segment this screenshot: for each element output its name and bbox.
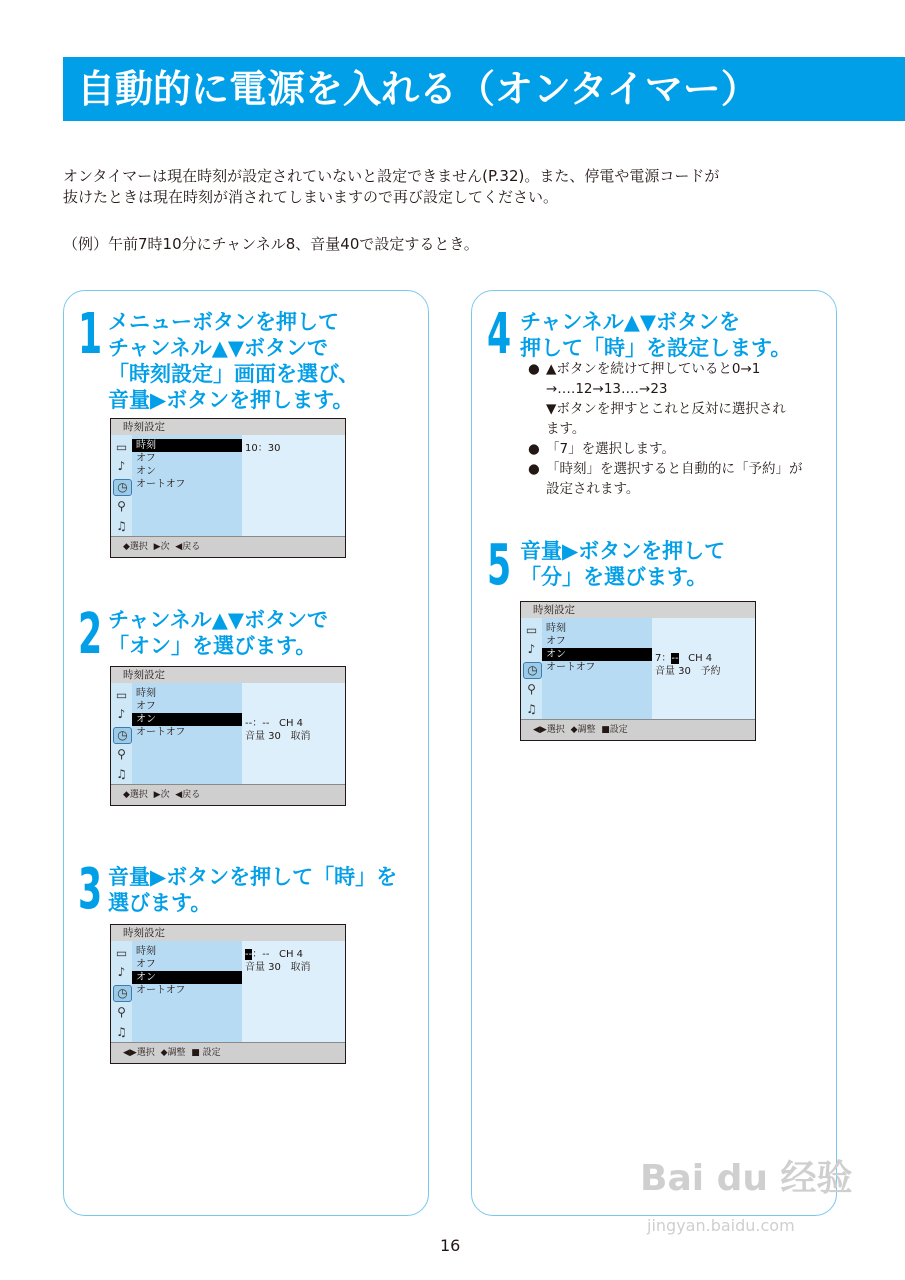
- step-number: 3: [78, 857, 103, 922]
- page-number: 16: [440, 1236, 461, 1255]
- menu-item: 時刻: [136, 688, 156, 699]
- screen-header: 時刻設定: [521, 602, 755, 619]
- step-line: チャンネル▲▼ボタンで: [108, 336, 329, 360]
- value-text: 音量 30 予約: [655, 666, 721, 677]
- baidu-watermark: Bai du 经验: [640, 1158, 853, 1199]
- menu-item: 時刻: [136, 946, 156, 957]
- value-text: 音量 30 取消: [245, 731, 311, 742]
- step-line: チャンネル▲▼ボタンを: [520, 310, 741, 334]
- tool-icon: ⚲: [117, 499, 126, 513]
- step-number: 1: [78, 302, 103, 367]
- note-line: 「7」を選択します。: [546, 441, 676, 457]
- step-line: 「分」を選びます。: [520, 565, 708, 589]
- tv-screen-4: [520, 601, 756, 741]
- note-line: ▲ボタンを続けて押していると0→1: [546, 361, 761, 377]
- sound-icon: ♫: [116, 1025, 127, 1039]
- step-line: 「オン」を選びます。: [108, 634, 317, 658]
- clock-icon: ◷: [113, 727, 132, 744]
- note-line: 設定されます。: [546, 481, 640, 497]
- menu-item: オフ: [136, 959, 156, 970]
- bullet-dot: ●: [528, 361, 540, 377]
- menu-item: 時刻: [132, 439, 242, 452]
- screen-header: 時刻設定: [111, 419, 345, 436]
- music-icon: ♪: [117, 707, 126, 721]
- screen-menu: [132, 683, 242, 787]
- screen-footer: ◆選択 ▶次 ◀戻る: [111, 536, 345, 557]
- screen-values: [242, 941, 345, 1045]
- step-line: 選びます。: [108, 891, 212, 915]
- tool-icon: ⚲: [117, 747, 126, 761]
- page-title: 自動的に電源を入れる（オンタイマー）: [63, 57, 905, 121]
- intro-text: [63, 166, 843, 208]
- clock-icon: ◷: [523, 662, 542, 679]
- screen-values: [652, 618, 755, 722]
- example-text: （例）午前7時10分にチャンネル8、音量40で設定するとき。: [63, 235, 479, 253]
- highlighted-hour: --: [245, 949, 253, 960]
- step-number: 2: [78, 602, 103, 667]
- baidu-watermark-url: jingyan.baidu.com: [647, 1216, 795, 1235]
- step-line: 音量▶ボタンを押します。: [108, 388, 354, 412]
- menu-item: オン: [132, 971, 242, 984]
- note-item: [528, 439, 828, 459]
- music-icon: ♪: [117, 459, 126, 473]
- menu-item: オン: [542, 648, 652, 661]
- step-line: メニューボタンを押して: [108, 310, 339, 334]
- tool-icon: ⚲: [117, 1005, 126, 1019]
- bullet-dot: ●: [528, 441, 540, 457]
- tv-icon: ▭: [115, 688, 128, 702]
- intro-line-1: オンタイマーは現在時刻が設定されていないと設定できません(P.32)。また、停電や電源コードが: [63, 167, 720, 185]
- value-text: 10：30: [245, 443, 281, 454]
- clock-icon: ◷: [113, 985, 132, 1002]
- menu-item: オン: [132, 713, 242, 726]
- icon-column: [111, 435, 132, 539]
- screen-menu: [132, 941, 242, 1045]
- menu-item: オートオフ: [136, 727, 186, 738]
- note-line: ▼ボタンを押すとこれと反対に選択され: [546, 401, 786, 417]
- step-number: 5: [487, 533, 512, 598]
- value-text: ：-- CH 4: [252, 949, 304, 960]
- value-text: --：-- CH 4: [245, 718, 304, 729]
- screen-menu: [542, 618, 652, 722]
- music-icon: ♪: [527, 642, 536, 656]
- screen-header: 時刻設定: [111, 667, 345, 684]
- tv-screen-1: [110, 418, 346, 558]
- screen-values: [242, 683, 345, 787]
- icon-column: [111, 941, 132, 1045]
- step-line: チャンネル▲▼ボタンで: [108, 608, 329, 632]
- screen-values: [242, 435, 345, 539]
- note-line: →‥‥12→13‥‥→23: [546, 381, 668, 397]
- menu-item: オートオフ: [546, 662, 596, 673]
- music-icon: ♪: [117, 965, 126, 979]
- tool-icon: ⚲: [527, 682, 536, 696]
- tv-icon: ▭: [115, 946, 128, 960]
- icon-column: [521, 618, 542, 722]
- icon-column: [111, 683, 132, 787]
- screen-menu: [132, 435, 242, 539]
- menu-item: 時刻: [546, 623, 566, 634]
- menu-item: オン: [136, 466, 156, 477]
- menu-item: オフ: [546, 636, 566, 647]
- sound-icon: ♫: [526, 702, 537, 716]
- tv-screen-2: [110, 666, 346, 806]
- menu-item: オフ: [136, 701, 156, 712]
- clock-icon: ◷: [113, 479, 132, 496]
- screen-footer: ◀▶選択 ◆調整 ■設定: [521, 719, 755, 740]
- menu-item: オートオフ: [136, 479, 186, 490]
- note-line: 「時刻」を選択すると自動的に「予約」が: [546, 461, 803, 477]
- value-text: 7：: [655, 653, 672, 664]
- bullet-dot: ●: [528, 461, 540, 477]
- tv-screen-3: [110, 924, 346, 1064]
- tv-icon: ▭: [115, 440, 128, 454]
- step-4-notes: [528, 359, 828, 499]
- screen-header: 時刻設定: [111, 925, 345, 942]
- screen-footer: ◆選択 ▶次 ◀戻る: [111, 784, 345, 805]
- value-text: CH 4: [678, 653, 713, 664]
- step-line: 音量▶ボタンを押して: [520, 539, 726, 563]
- step-line: 押して「時」を設定します。: [520, 336, 792, 360]
- menu-item: オフ: [136, 453, 156, 464]
- sound-icon: ♫: [116, 767, 127, 781]
- tv-icon: ▭: [525, 623, 538, 637]
- intro-line-2: 抜けたときは現在時刻が消されてしまいますので再び設定してください。: [63, 188, 559, 206]
- menu-item: オートオフ: [136, 985, 186, 996]
- value-text: 音量 30 取消: [245, 962, 311, 973]
- step-line: 音量▶ボタンを押して「時」を: [108, 865, 398, 889]
- note-line: ます。: [546, 421, 586, 437]
- sound-icon: ♫: [116, 519, 127, 533]
- highlighted-minute: --: [671, 653, 679, 664]
- step-number: 4: [487, 302, 512, 367]
- screen-footer: ◀▶選択 ◆調整 ■ 設定: [111, 1042, 345, 1063]
- step-line: 「時刻設定」画面を選び、: [108, 362, 360, 386]
- note-item: [528, 359, 828, 439]
- note-item: [528, 459, 828, 499]
